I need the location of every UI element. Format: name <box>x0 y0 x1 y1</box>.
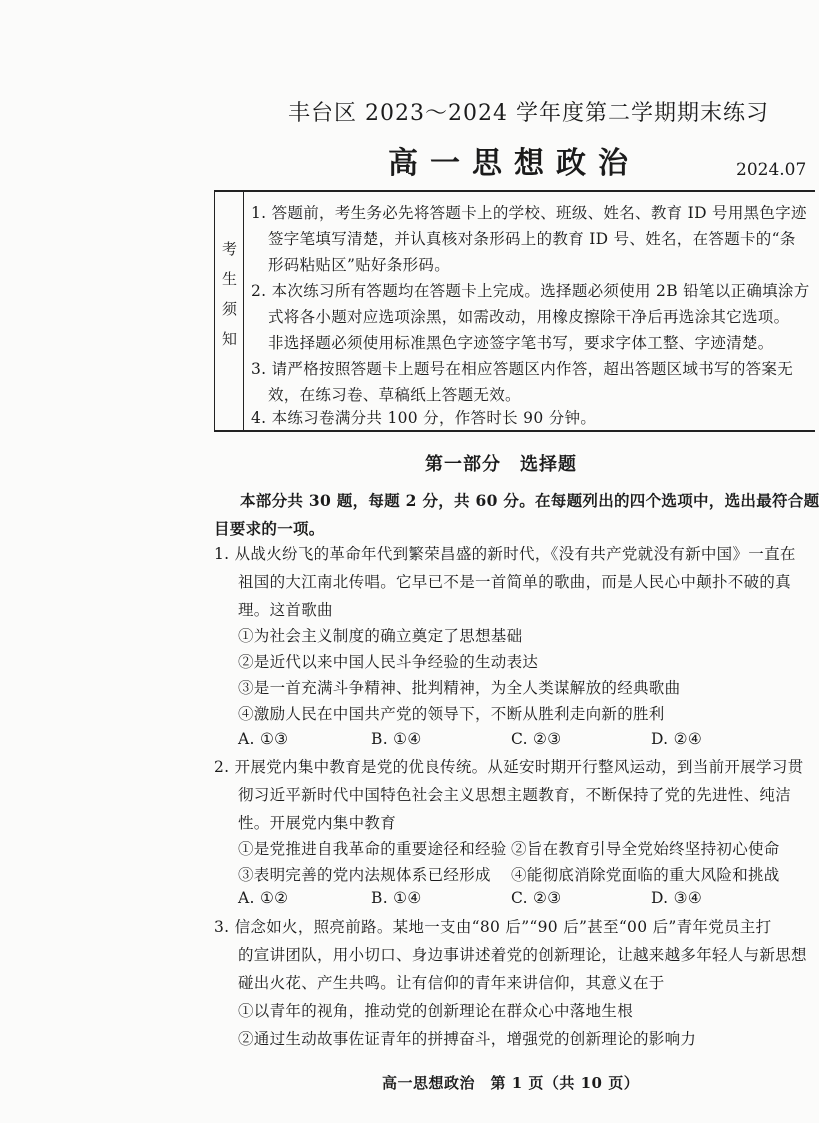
part-intro: 本部分共 30 题，每题 2 分，共 60 分。在每题列出的四个选项中，选出最符合题 <box>240 491 819 510</box>
option-a: A. ①③ <box>238 730 289 748</box>
option-d: D. ②④ <box>651 730 703 748</box>
notice-line: 3. 请严格按照答题卡上题号在相应答题区内作答，超出答题区域书写的答案无 <box>251 360 794 378</box>
question-item: ②旨在教育引导全党始终坚持初心使命 <box>511 840 780 858</box>
option-b: B. ①④ <box>371 730 422 748</box>
question-stem: 碰出火花、产生共鸣。让有信仰的青年来讲信仰，其意义在于 <box>238 974 665 992</box>
question-item: ①为社会主义制度的确立奠定了思想基础 <box>238 627 523 645</box>
notice-side-label <box>215 192 244 430</box>
question-stem: 祖国的大江南北传唱。它早已不是一首简单的歌曲，而是人民心中颠扑不破的真 <box>238 573 792 591</box>
page-footer: 高一思想政治 第 1 页（共 10 页） <box>382 1074 640 1092</box>
side-char: 须 <box>222 300 238 318</box>
notice-line: 2. 本次练习所有答题均在答题卡上完成。选择题必须使用 2B 铅笔以正确填涂方 <box>251 282 810 300</box>
exam-date: 2024.07 <box>736 160 807 180</box>
question-item: ②是近代以来中国人民斗争经验的生动表达 <box>238 653 539 671</box>
question-item: ②通过生动故事佐证青年的拼搏奋斗，增强党的创新理论的影响力 <box>238 1030 697 1048</box>
notice-line: 非选择题必须使用标准黑色字迹签字笔书写，要求字体工整、字迹清楚。 <box>268 334 774 352</box>
notice-line: 形码粘贴区”贴好条形码。 <box>268 256 451 274</box>
notice-line: 效，在练习卷、草稿纸上答题无效。 <box>268 386 521 404</box>
side-char: 知 <box>222 330 238 348</box>
question-stem: 2. 开展党内集中教育是党的优良传统。从延安时期开行整风运动，到当前开展学习贯 <box>214 758 804 776</box>
question-stem: 3. 信念如火，照亮前路。某地一支由“80 后”“90 后”甚至“00 后”青年党员主打 <box>214 918 772 936</box>
option-c: C. ②③ <box>511 730 562 748</box>
question-stem: 1. 从战火纷飞的革命年代到繁荣昌盛的新时代，《没有共产党就没有新中国》一直在 <box>214 545 796 563</box>
option-a: A. ①② <box>238 889 289 907</box>
candidate-notice-box <box>214 190 815 432</box>
notice-line: 式将各小题对应选项涂黑，如需改动，用橡皮擦除干净后再选涂其它选项。 <box>268 308 790 326</box>
question-stem: 彻习近平新时代中国特色社会主义思想主题教育，不断保持了党的先进性、纯洁 <box>238 786 792 804</box>
question-item: ④激励人民在中国共产党的领导下，不断从胜利走向新的胜利 <box>238 705 665 723</box>
part-title: 第一部分 选择题 <box>425 454 577 475</box>
question-stem: 性。开展党内集中教育 <box>238 814 397 832</box>
option-c: C. ②③ <box>511 889 562 907</box>
option-b: B. ①④ <box>371 889 422 907</box>
question-stem: 理。这首歌曲 <box>238 601 333 619</box>
subject-title: 高一思想政治 <box>388 146 640 181</box>
question-item: ④能彻底消除党面临的重大风险和挑战 <box>511 866 780 884</box>
part-intro: 目要求的一项。 <box>214 519 325 538</box>
notice-line: 4. 本练习卷满分共 100 分，作答时长 90 分钟。 <box>251 409 597 427</box>
question-item: ①是党推进自我革命的重要途径和经验 <box>238 840 507 858</box>
question-item: ③是一首充满斗争精神、批判精神，为全人类谋解放的经典歌曲 <box>238 679 681 697</box>
notice-line: 1. 答题前，考生务必先将答题卡上的学校、班级、姓名、教育 ID 号用黑色字迹 <box>251 204 807 222</box>
question-item: ①以青年的视角，推动党的创新理论在群众心中落地生根 <box>238 1002 634 1020</box>
side-char: 生 <box>222 270 238 288</box>
side-char: 考 <box>222 240 238 258</box>
question-item: ③表明完善的党内法规体系已经形成 <box>238 866 491 884</box>
exam-title: 丰台区 2023～2024 学年度第二学期期末练习 <box>288 101 769 126</box>
option-d: D. ③④ <box>651 889 703 907</box>
notice-line: 签字笔填写清楚，并认真核对条形码上的教育 ID 号、姓名，在答题卡的“条 <box>268 230 796 248</box>
question-stem: 的宣讲团队，用小切口、身边事讲述着党的创新理论，让越来越多年轻人与新思想 <box>238 946 807 964</box>
